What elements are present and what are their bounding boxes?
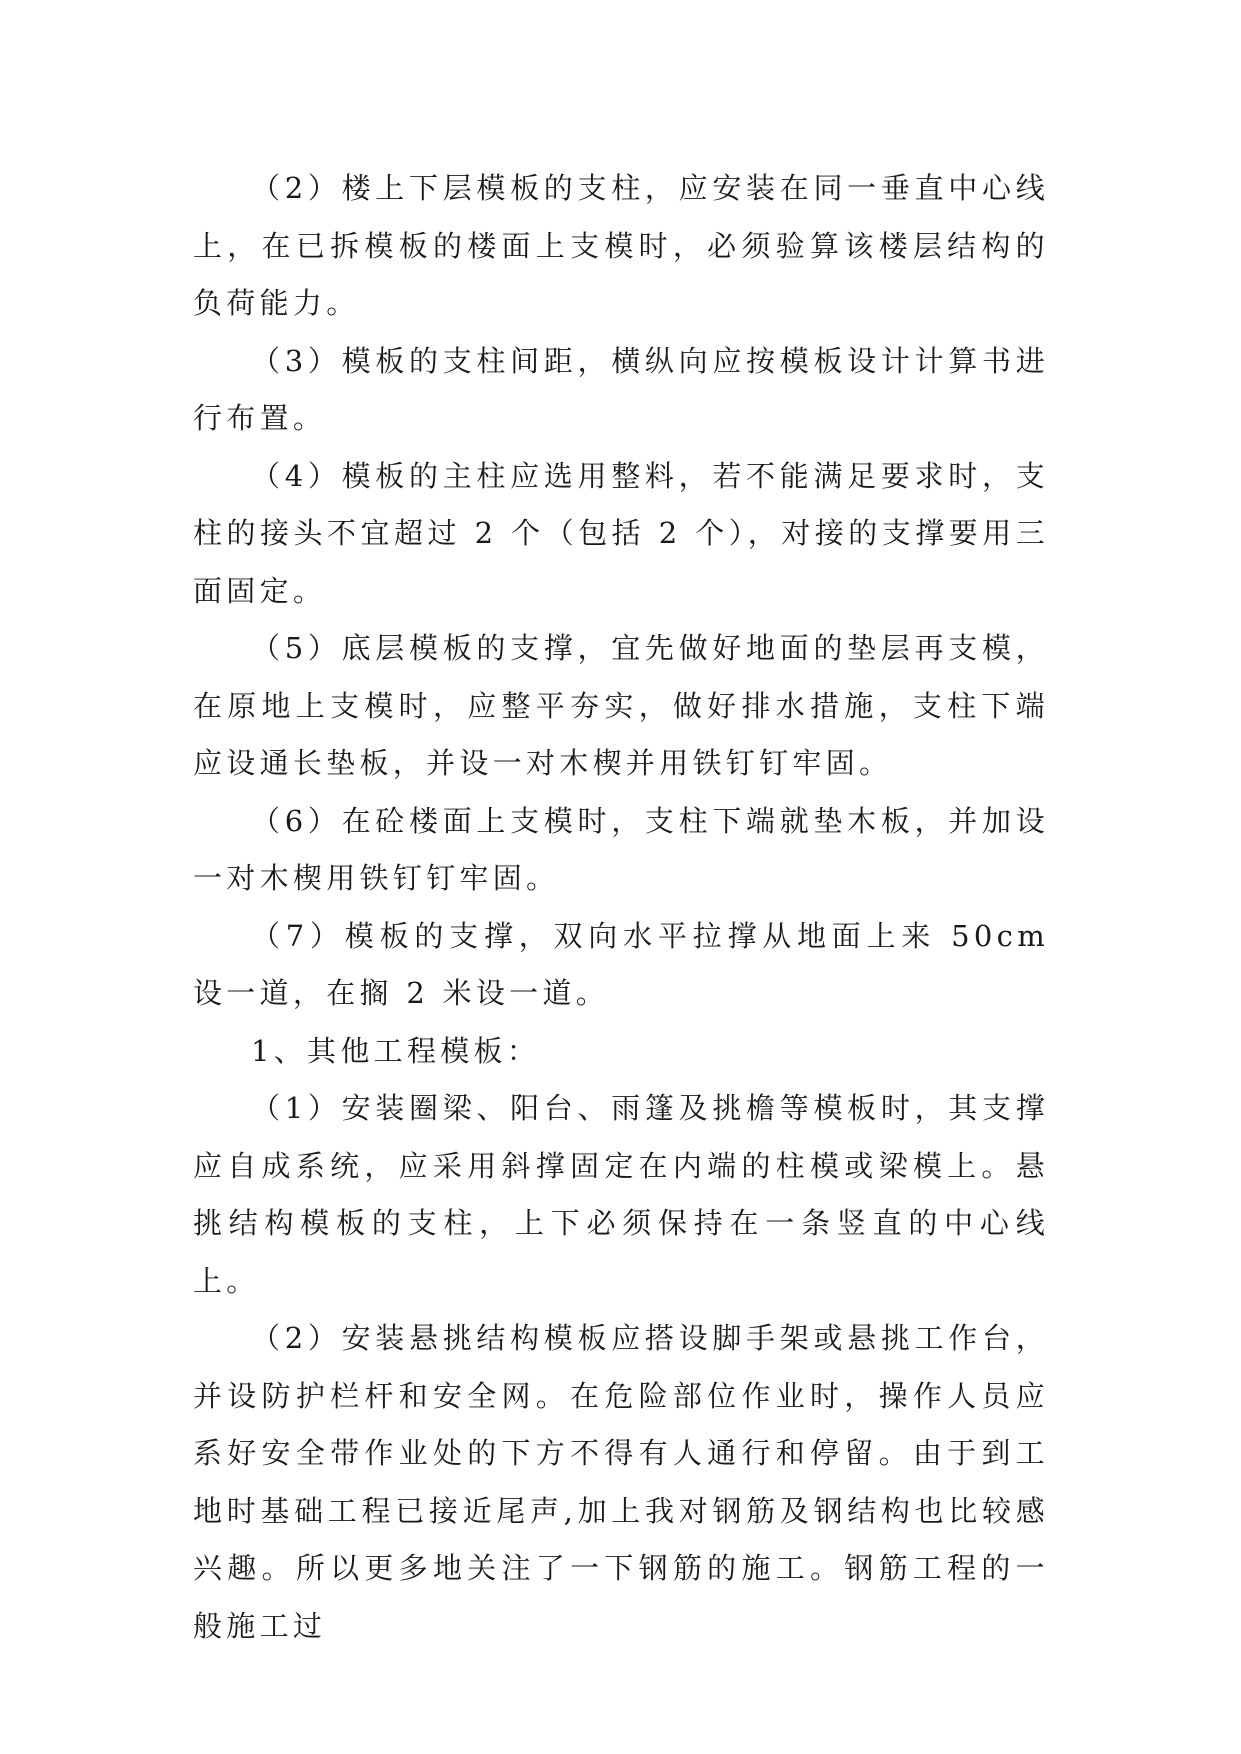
paragraph-item-2-support-columns: （2）楼上下层模板的支柱，应安装在同一垂直中心线上，在已拆模板的楼面上支模时，必须验算该楼层结构的负荷能力。 [193, 171, 1049, 320]
paragraph-item-1-ring-beams: （1）安装圈梁、阳台、雨篷及挑檐等模板时，其支撑应自成系统，应采用斜撑固定在内端的柱模或梁模上。悬挑结构模板的支柱，上下必须保持在一条竖直的中心线上。 [193, 1091, 1049, 1298]
paragraph-item-6-concrete-floor: （6）在砼楼面上支模时，支柱下端就垫木板，并加设一对木楔用铁钉钉牢固。 [193, 803, 1049, 895]
section-heading-other-formwork: 1、其他工程模板： [251, 1033, 541, 1068]
document-body [193, 160, 1049, 1655]
paragraph-item-2-cantilever: （2）安装悬挑结构模板应搭设脚手架或悬挑工作台，并设防护栏杆和安全网。在危险部位作业时，操作人员应系好安全带作业处的下方不得有人通行和停留。由于到工地时基础工程已接近尾声,加上我对钢筋及钢结构也比较感兴趣。所以更多地关注了一下钢筋的施工。钢筋工程的一般施工过 [193, 1321, 1049, 1643]
paragraph-item-5-ground-support: （5）底层模板的支撑，宜先做好地面的垫层再支模，在原地上支模时，应整平夯实，做好排水措施，支柱下端应设通长垫板，并设一对木楔并用铁钉钉牢固。 [193, 631, 1049, 780]
paragraph-item-4-main-columns: （4）模板的主柱应选用整料，若不能满足要求时，支柱的接头不宜超过 2 个（包括 2 个），对接的支撑要用三面固定。 [193, 458, 1049, 608]
paragraph-item-7-bracing: （7）模板的支撑，双向水平拉撑从地面上来 50cm 设一道，在搁 2 米设一道。 [193, 918, 1049, 1010]
paragraph-item-3-column-spacing: （3）模板的支柱间距，横纵向应按模板设计计算书进行布置。 [193, 343, 1049, 435]
